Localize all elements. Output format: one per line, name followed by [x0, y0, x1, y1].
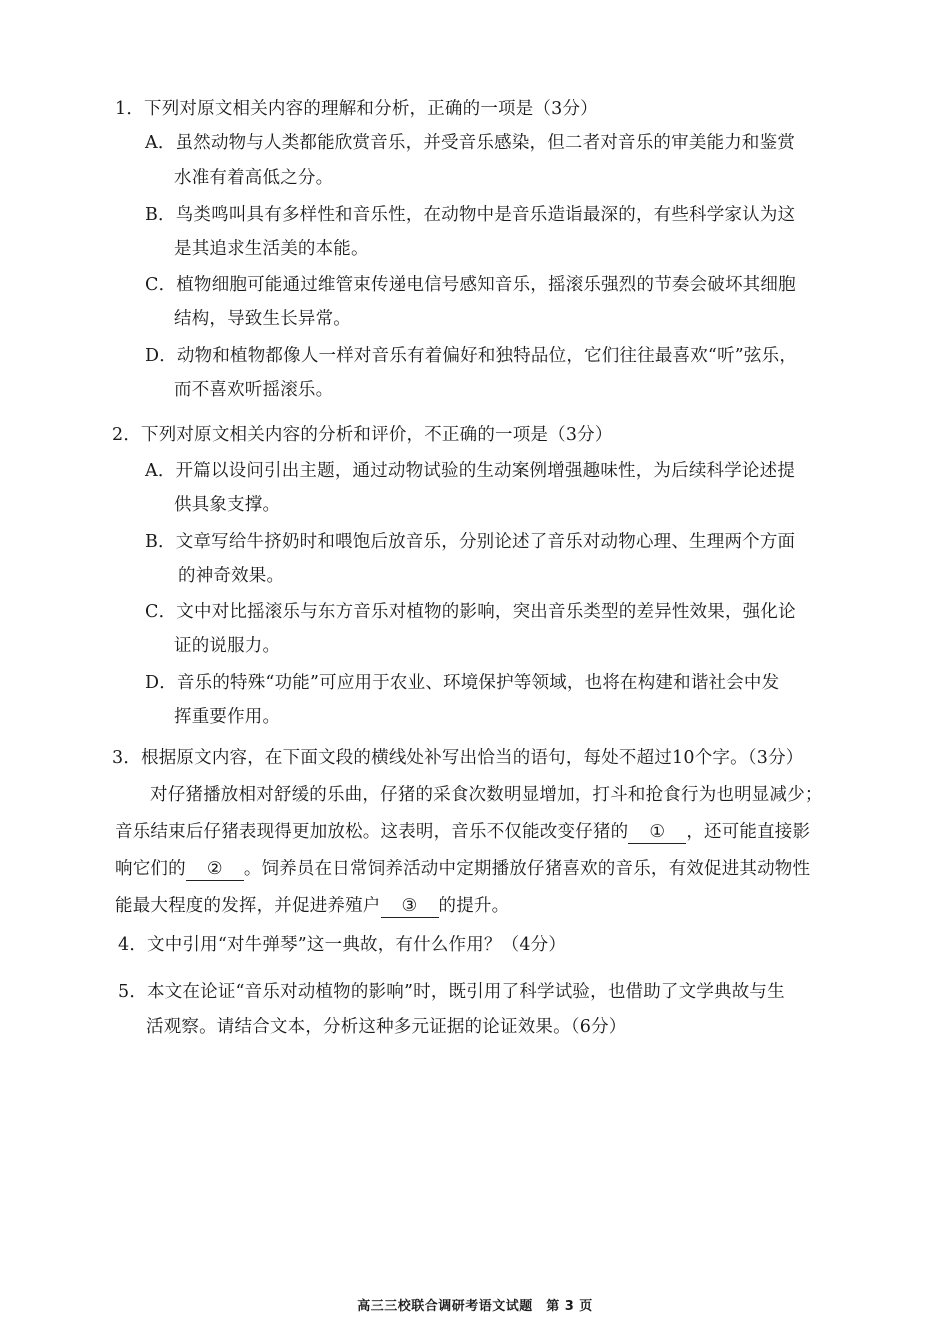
answer-blank-1[interactable]: ① — [628, 821, 686, 844]
answer-blank-2[interactable]: ② — [186, 858, 244, 881]
answer-blank-3[interactable]: ③ — [381, 895, 439, 918]
question-2-option-d: D．音乐的特殊“功能”可应用于农业、环境保护等领域，也将在构建和谐社会中发 — [145, 673, 780, 693]
question-1-option-c: C．植物细胞可能通过维管束传递电信号感知音乐，摇滚乐强烈的节奏会破坏其细胞 — [145, 275, 796, 295]
question-1-option-d: D．动物和植物都像人一样对音乐有着偏好和独特品位，它们往往最喜欢“听”弦乐， — [145, 346, 798, 366]
question-2-option-c-cont: 证的说服力。 — [174, 636, 281, 656]
question-1-option-b: B．鸟类鸣叫具有多样性和音乐性，在动物中是音乐造诣最深的，有些科学家认为这 — [145, 205, 796, 225]
question-3-text: 响它们的 — [115, 859, 186, 879]
question-3-passage-line-4 — [115, 894, 509, 918]
question-2-option-a-cont: 供具象支撑。 — [174, 495, 281, 515]
question-1-option-c-cont: 结构，导致生长异常。 — [174, 309, 351, 329]
question-4-stem: 4．文中引用“对牛弹琴”这一典故，有什么作用？（4分） — [118, 935, 567, 955]
question-1-option-a-cont: 水准有着高低之分。 — [174, 168, 334, 188]
question-1-option-d-cont: 而不喜欢听摇滚乐。 — [174, 380, 334, 400]
page-footer: 高三三校联合调研考语文试题 第 3 页 — [357, 1299, 593, 1314]
question-2-option-c: C．文中对比摇滚乐与东方音乐对植物的影响，突出音乐类型的差异性效果，强化论 — [145, 602, 796, 622]
question-1-option-b-cont: 是其追求生活美的本能。 — [174, 239, 369, 259]
question-3-text: 音乐结束后仔猪表现得更加放松。这表明，音乐不仅能改变仔猪的 — [115, 822, 629, 842]
question-3-text: ，还可能直接影 — [686, 822, 811, 842]
question-2-stem: 2．下列对原文相关内容的分析和评价，不正确的一项是（3分） — [112, 425, 613, 445]
question-3-text: 的提升。 — [438, 896, 510, 916]
question-2-option-a: A．开篇以设问引出主题，通过动物试验的生动案例增强趣味性，为后续科学论述提 — [145, 461, 796, 481]
question-1-stem: 1．下列对原文相关内容的理解和分析，正确的一项是（3分） — [115, 99, 598, 119]
question-3-text: 能最大程度的发挥，并促进养殖户 — [115, 896, 381, 916]
question-5-stem-cont: 活观察。请结合文本，分析这种多元证据的论证效果。（6分） — [146, 1017, 627, 1037]
question-5-stem: 5．本文在论证“音乐对动植物的影响”时，既引用了科学试验，也借助了文学典故与生 — [118, 982, 785, 1002]
question-3-passage-line-2 — [115, 820, 810, 844]
question-2-option-d-cont: 挥重要作用。 — [174, 707, 281, 727]
question-3-passage-line-1: 对仔猪播放相对舒缓的乐曲，仔猪的采食次数明显增加，打斗和抢食行为也明显减少； — [150, 785, 823, 805]
question-3-text: 。饲养员在日常饲养活动中定期播放仔猪喜欢的音乐，有效促进其动物性 — [243, 859, 811, 879]
question-3-stem: 3．根据原文内容，在下面文段的横线处补写出恰当的语句，每处不超过10个字。（3分） — [112, 748, 804, 768]
question-3-passage-line-3 — [115, 857, 810, 881]
question-2-option-b-cont: 的神奇效果。 — [178, 566, 285, 586]
question-2-option-b: B．文章写给牛挤奶时和喂饱后放音乐，分别论述了音乐对动物心理、生理两个方面 — [145, 532, 796, 552]
question-1-option-a: A．虽然动物与人类都能欣赏音乐，并受音乐感染，但二者对音乐的审美能力和鉴赏 — [145, 133, 796, 153]
